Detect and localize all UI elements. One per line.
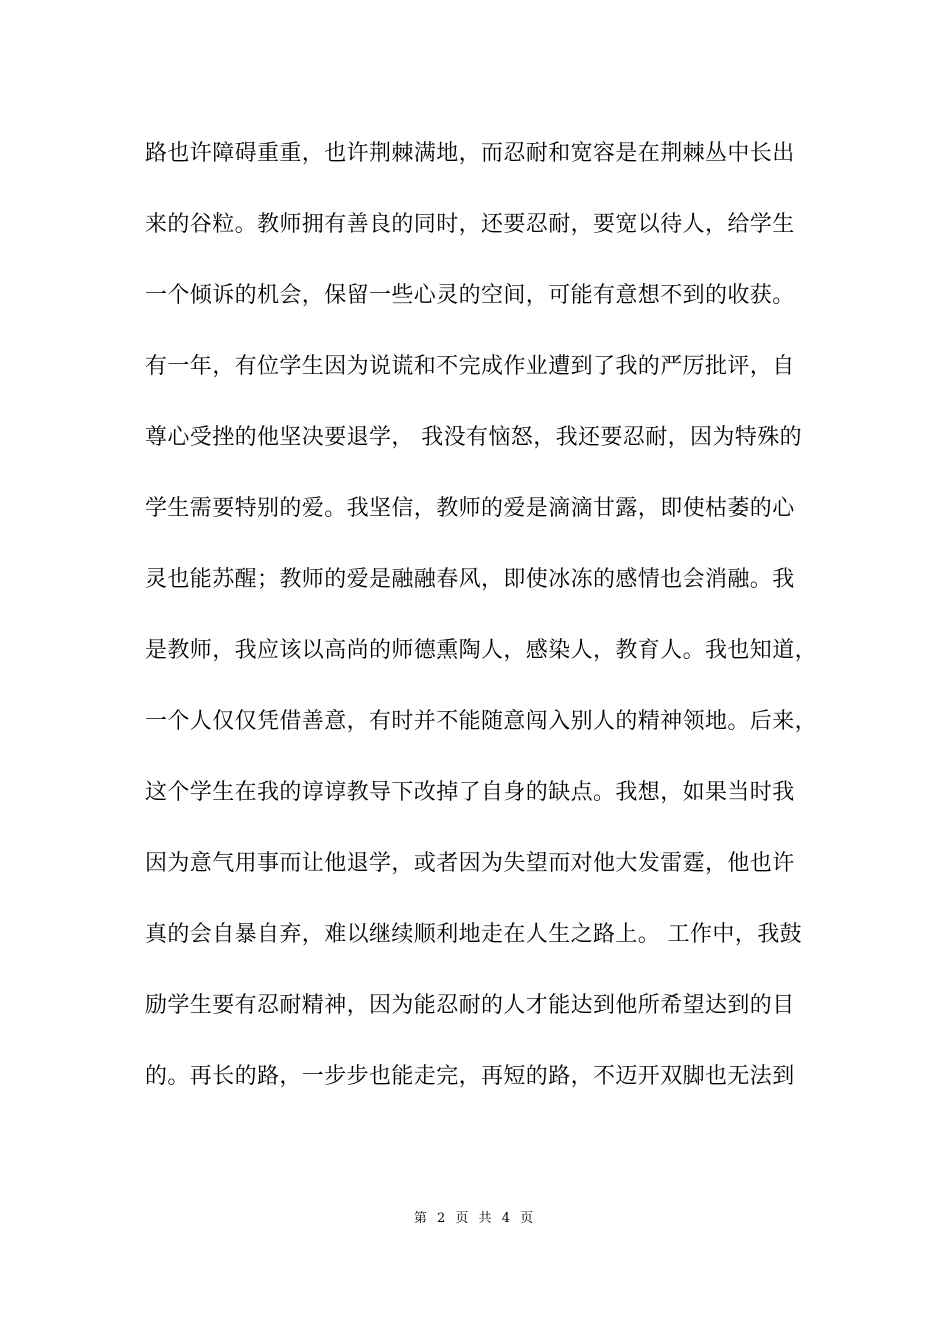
text-line: 路也许障碍重重，也许荆棘满地，而忍耐和宽容是在荆棘丛中长出 xyxy=(145,141,795,166)
text-line: 有一年，有位学生因为说谎和不完成作业遭到了我的严厉批评，自 xyxy=(145,354,795,379)
text-line: 这个学生在我的谆谆教导下改掉了自身的缺点。我想，如果当时我 xyxy=(145,780,795,805)
text-line: 是教师，我应该以高尚的师德熏陶人，感染人，教育人。我也知道， xyxy=(145,638,818,663)
text-line: 因为意气用事而让他退学，或者因为失望而对他大发雷霆，他也许 xyxy=(145,851,795,876)
text-line: 一个倾诉的机会，保留一些心灵的空间，可能有意想不到的收获。 xyxy=(145,283,795,308)
text-line: 一个人仅仅凭借善意，有时并不能随意闯入别人的精神领地。后来， xyxy=(145,709,818,734)
page-footer: 第 2 页 共 4 页 xyxy=(413,1211,537,1226)
text-line: 学生需要特别的爱。我坚信，教师的爱是滴滴甘露，即使枯萎的心 xyxy=(145,496,795,521)
text-line: 励学生要有忍耐精神，因为能忍耐的人才能达到他所希望达到的目 xyxy=(145,993,795,1018)
text-line: 来的谷粒。教师拥有善良的同时，还要忍耐，要宽以待人，给学生 xyxy=(145,212,795,237)
body-text xyxy=(145,128,825,1122)
text-line: 灵也能苏醒；教师的爱是融融春风，即使冰冻的感情也会消融。我 xyxy=(145,567,795,592)
text-line: 真的会自暴自弃，难以继续顺利地走在人生之路上。 工作中，我鼓 xyxy=(145,922,802,947)
text-line: 的。再长的路，一步步也能走完，再短的路，不迈开双脚也无法到 xyxy=(145,1064,795,1089)
text-line: 尊心受挫的他坚决要退学， 我没有恼怒，我还要忍耐，因为特殊的 xyxy=(145,425,802,450)
